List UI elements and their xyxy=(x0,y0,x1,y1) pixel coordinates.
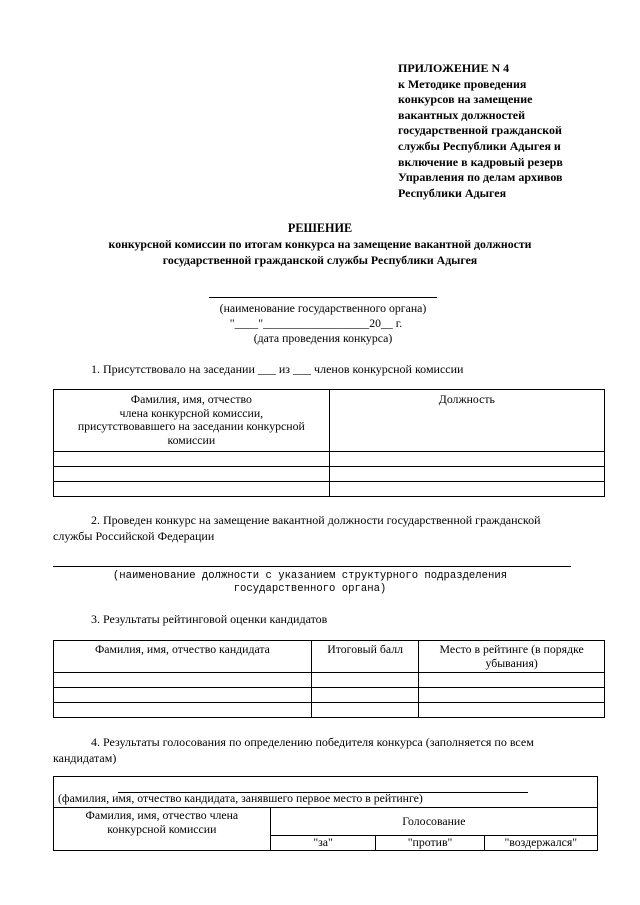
voting-table xyxy=(53,776,598,851)
table-cell xyxy=(311,703,418,718)
table-cell xyxy=(54,467,330,482)
members-present-table xyxy=(53,389,605,497)
vote-abstain: "воздержался" xyxy=(484,836,597,851)
table-cell xyxy=(311,688,418,703)
candidate-underline xyxy=(118,792,528,793)
section3-text: 3. Результаты рейтинговой оценки кандидатов xyxy=(91,612,328,626)
position-caption-line1: (наименование должности с указанием структурного подразделения xyxy=(112,570,508,582)
position-underline xyxy=(53,566,571,567)
table-cell xyxy=(329,467,604,482)
date-caption: (дата проведения конкурса) xyxy=(253,331,393,345)
rating-table xyxy=(53,640,605,718)
date-line: "____"__________________20__ г. xyxy=(229,316,403,330)
position-caption-line2: государственного органа) xyxy=(233,583,387,595)
table-cell xyxy=(54,482,330,497)
section4-text-line1: 4. Результаты голосования по определению победителя конкурса (заполняется по всем xyxy=(91,735,534,749)
section4-text-line2: кандидатам) xyxy=(53,751,117,765)
vote-against: "против" xyxy=(376,836,484,851)
appendix-line: к Методике проведения xyxy=(398,76,527,91)
appendix-line: вакантных должностей xyxy=(398,107,526,122)
document-subtitle-line2: государственной гражданской службы Республики Адыгея xyxy=(162,253,478,267)
section2-text-line1: 2. Проведен конкурс на замещение вакантной должности государственной гражданской xyxy=(91,513,541,527)
table-cell xyxy=(54,673,312,688)
appendix-line: Республики Адыгея xyxy=(398,185,507,200)
appendix-line: включение в кадровый резерв xyxy=(398,154,563,169)
candidate-cell xyxy=(54,777,598,808)
appendix-block xyxy=(398,61,638,201)
voting-header-vote: Голосование xyxy=(270,808,597,836)
voting-header-member: Фамилия, имя, отчество члена конкурсной комиссии xyxy=(54,808,271,851)
rating-header-name: Фамилия, имя, отчество кандидата xyxy=(54,641,312,673)
appendix-line: ПРИЛОЖЕНИЕ N 4 xyxy=(398,61,510,75)
table-cell xyxy=(54,452,330,467)
appendix-line: Управления по делам архивов xyxy=(398,170,563,185)
table-cell xyxy=(54,688,312,703)
section1-text: 1. Присутствовало на заседании ___ из ___ членов конкурсной комиссии xyxy=(91,362,464,376)
org-name-caption: (наименование государственного органа) xyxy=(219,301,427,315)
vote-for: "за" xyxy=(270,836,376,851)
rating-header-score: Итоговый балл xyxy=(311,641,418,673)
appendix-line: службы Республики Адыгея и xyxy=(398,138,561,153)
document-title: РЕШЕНИЕ xyxy=(287,221,353,235)
table-cell xyxy=(329,482,604,497)
document-subtitle-line1: конкурсной комиссии по итогам конкурса на замещение вакантной должности xyxy=(108,237,532,251)
org-name-underline xyxy=(209,297,437,298)
table-cell xyxy=(329,452,604,467)
table-cell xyxy=(419,688,605,703)
appendix-line: государственной гражданской xyxy=(398,123,562,138)
rating-header-place: Место в рейтинге (в порядке убывания) xyxy=(419,641,605,673)
table-cell xyxy=(311,673,418,688)
members-header-name: Фамилия, имя, отчество члена конкурсной комиссии, присутствовавшего на заседании конкурсной комиссии xyxy=(54,390,330,452)
table-cell xyxy=(419,703,605,718)
candidate-caption: (фамилия, имя, отчество кандидата, занявшего первое место в рейтинге) xyxy=(58,791,423,806)
table-cell xyxy=(54,703,312,718)
appendix-line: конкурсов на замещение xyxy=(398,92,533,107)
table-cell xyxy=(419,673,605,688)
section2-text-line2: службы Российской Федерации xyxy=(53,529,215,543)
members-header-position: Должность xyxy=(329,390,604,452)
